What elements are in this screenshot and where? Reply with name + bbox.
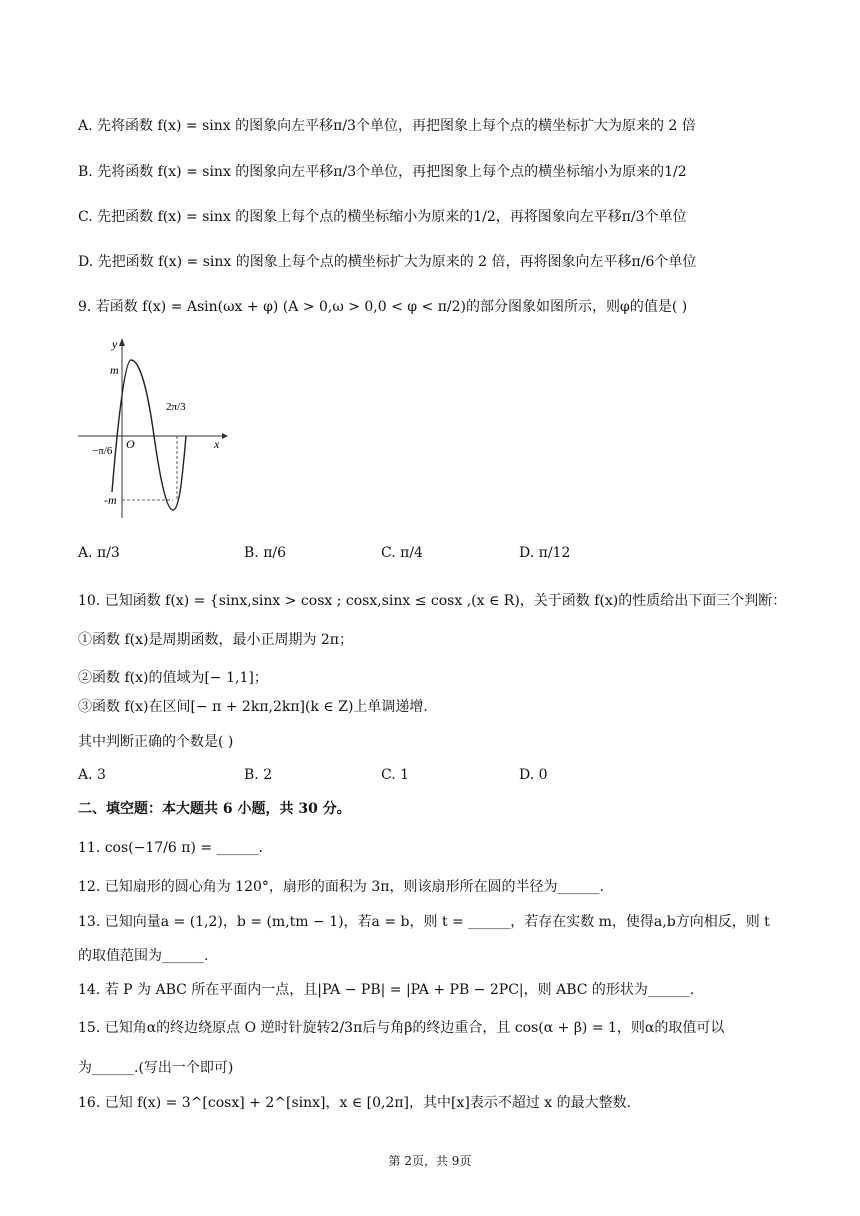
q9-option-d: D. π/12 <box>519 545 571 561</box>
right-tick-label: 2π/3 <box>166 401 186 413</box>
q8-option-b: B. 先将函数 f(x) = sinx 的图象向左平移π/3个单位，再把图象上每个点的横坐标缩小为原来的1/2 <box>78 164 687 180</box>
q10-option-c: C. 1 <box>381 767 410 783</box>
y-label: y <box>112 337 118 351</box>
q10-item-3: ③函数 f(x)在区间[− π + 2kπ,2kπ](k ∈ Z)上单调递增. <box>78 699 428 715</box>
q9-option-b: B. π/6 <box>244 545 287 561</box>
q13-line-1: 13. 已知向量a = (1,2)，b = (m,tm − 1)，若a = b，则 t = ______，若存在实数 m，使得a,b方向相反，则 t <box>78 914 770 930</box>
sine-graph <box>76 332 236 522</box>
sine-curve <box>112 360 186 510</box>
q16: 16. 已知 f(x) = 3^[cosx] + 2^[sinx]，x ∈ [0,2π]，其中[x]表示不超过 x 的最大整数. <box>78 1095 632 1111</box>
q9-stem: 9. 若函数 f(x) = Asin(ωx + φ) (A > 0,ω > 0,0 < φ < π/2)的部分图象如图所示，则φ的值是( ) <box>78 299 688 315</box>
q10-option-b: B. 2 <box>244 767 273 783</box>
q10-item-1: ①函数 f(x)是周期函数，最小正周期为 2π； <box>78 632 354 648</box>
q10-stem: 10. 已知函数 f(x) = {sinx,sinx > cosx ; cosx,sinx ≤ cosx ,(x ∈ R)，关于函数 f(x)的性质给出下面三个判断： <box>78 593 787 609</box>
q10-question: 其中判断正确的个数是( ) <box>78 734 234 750</box>
q9-option-c: C. π/4 <box>381 545 423 561</box>
q8-option-d: D. 先把函数 f(x) = sinx 的图象上每个点的横坐标扩大为原来的 2 倍，再将图象向左平移π/6个单位 <box>78 254 697 270</box>
q10-item-2: ②函数 f(x)的值域为[− 1,1]； <box>78 670 268 686</box>
q9-option-a: A. π/3 <box>78 545 120 561</box>
q14: 14. 若 P 为 ABC 所在平面内一点，且|PA − PB| = |PA + PB − 2PC|，则 ABC 的形状为______. <box>78 982 695 998</box>
q15-line-2: 为______.(写出一个即可) <box>78 1060 234 1076</box>
q9-options <box>78 543 778 563</box>
page-footer: 第 2页，共 9页 <box>388 1154 472 1168</box>
q15-line-1: 15. 已知角α的终边绕原点 O 逆时针旋转2/3π后与角β的终边重合，且 cos(α + β) = 1，则α的取值可以 <box>78 1020 725 1036</box>
q13-line-2: 的取值范围为______. <box>78 948 209 964</box>
section-heading: 二、填空题：本大题共 6 小题，共 30 分。 <box>78 801 351 817</box>
q10-option-d: D. 0 <box>519 767 548 783</box>
left-tick-label: −π/6 <box>92 445 113 457</box>
min-label: -m <box>104 493 117 507</box>
y-axis-arrow <box>119 338 125 346</box>
x-axis-arrow <box>222 433 228 439</box>
q8-option-a: A. 先将函数 f(x) = sinx 的图象向左平移π/3个单位，再把图象上每个点的横坐标扩大为原来的 2 倍 <box>78 118 696 134</box>
q12: 12. 已知扇形的圆心角为 120°，扇形的面积为 3π，则该扇形所在圆的半径为______. <box>78 879 604 895</box>
origin-label: O <box>126 437 135 451</box>
q10-option-a: A. 3 <box>78 767 106 783</box>
q11: 11. cos(−17/6 π) = ______. <box>78 840 263 856</box>
x-label: x <box>214 437 220 451</box>
max-label: m <box>110 363 119 377</box>
q10-options <box>78 765 778 785</box>
q8-option-c: C. 先把函数 f(x) = sinx 的图象上每个点的横坐标缩小为原来的1/2，再将图象向左平移π/3个单位 <box>78 209 687 225</box>
